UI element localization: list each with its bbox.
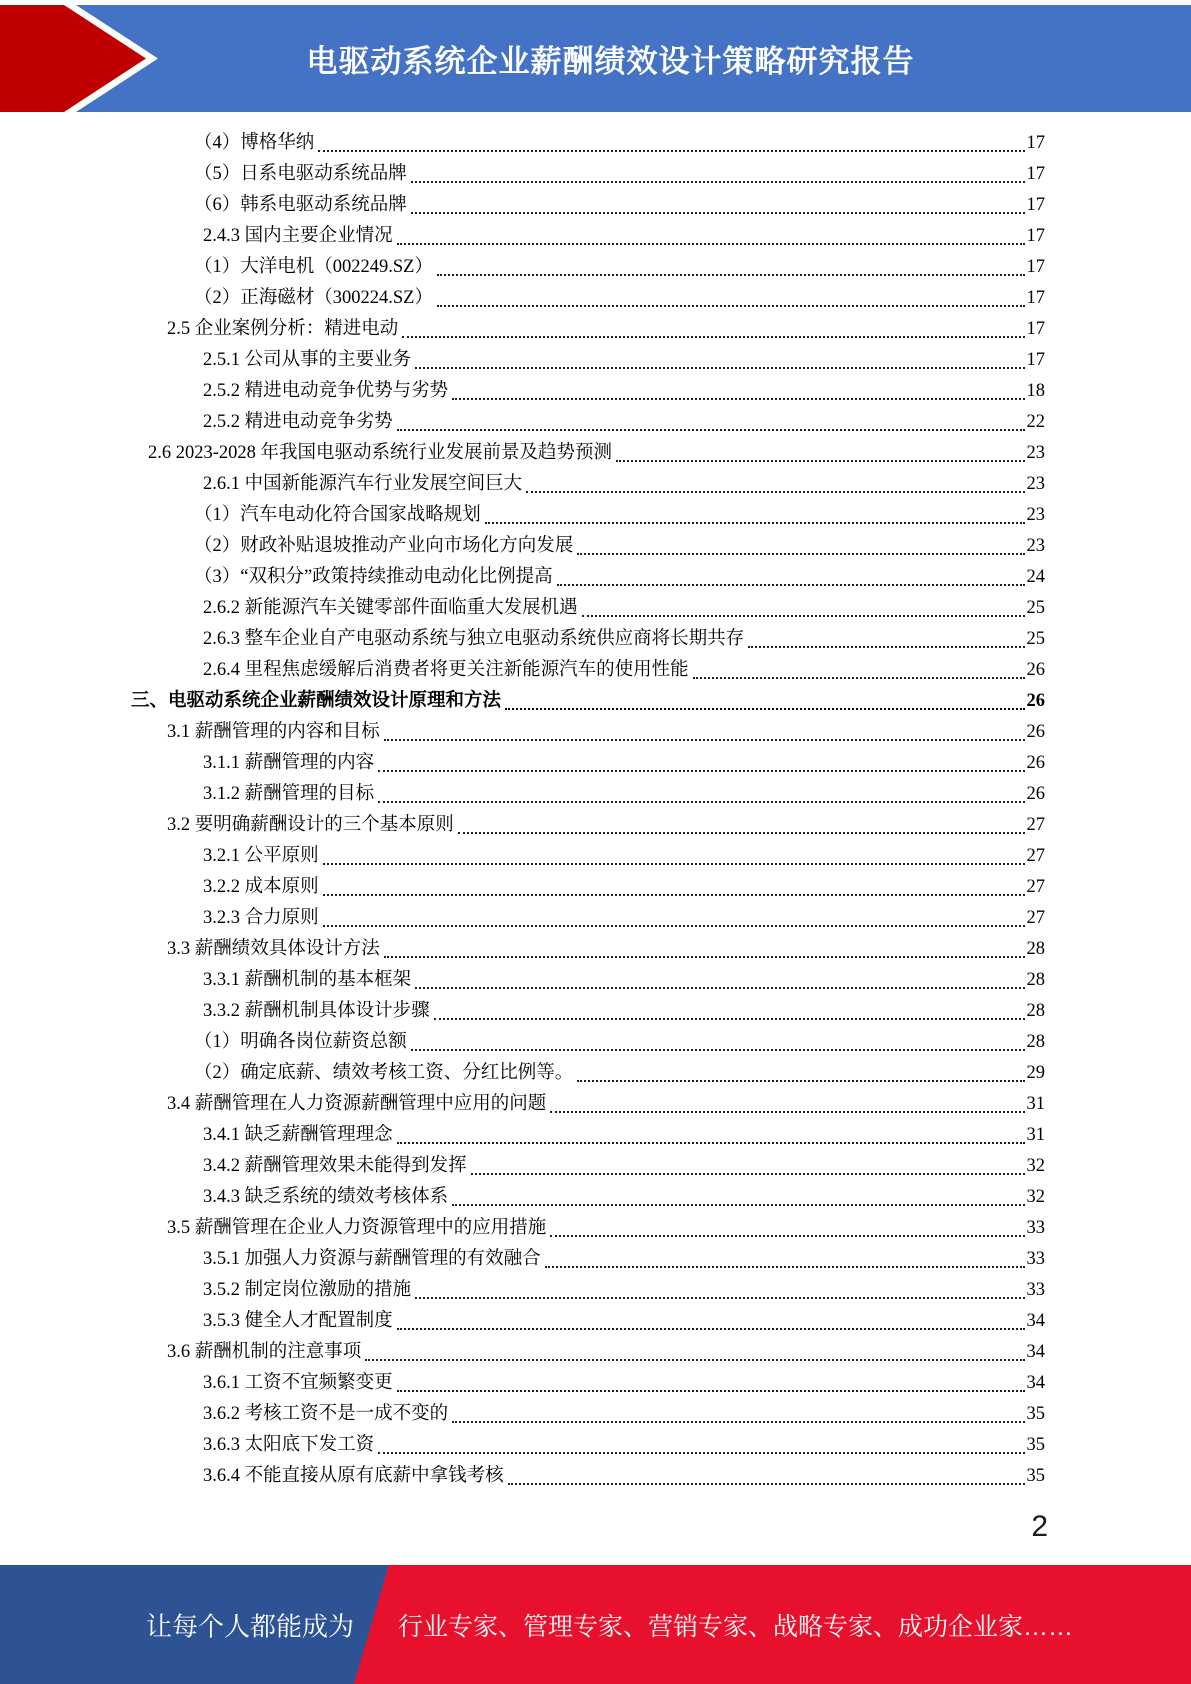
toc-dot-leader [408, 159, 1026, 190]
toc-entry[interactable] [131, 1430, 1045, 1461]
toc-dot-leader [362, 1337, 1025, 1368]
toc-entry[interactable] [131, 562, 1045, 593]
toc-entry-page: 23 [1026, 536, 1045, 556]
toc-entry-label: 3.5.2 制定岗位激励的措施 [203, 1280, 412, 1300]
toc-entry[interactable] [131, 655, 1045, 686]
footer-right-text: 行业专家、管理专家、营销专家、战略专家、成功企业家…… [398, 1612, 1074, 1641]
toc-entry-label: （2）确定底薪、绩效考核工资、分红比例等。 [194, 1063, 574, 1083]
toc-entry-label: 3.3 薪酬绩效具体设计方法 [167, 939, 380, 959]
toc-entry[interactable] [131, 159, 1045, 190]
toc-entry-label: 3.2 要明确薪酬设计的三个基本原则 [167, 815, 454, 835]
toc-entry-page: 27 [1026, 877, 1045, 897]
toc-entry-label: 2.5.2 精进电动竞争劣势 [203, 412, 393, 432]
toc-entry-label: 3.6 薪酬机制的注意事项 [167, 1342, 362, 1362]
toc-dot-leader [394, 407, 1026, 438]
header-band [0, 5, 1191, 112]
toc-entry-page: 28 [1026, 1001, 1045, 1021]
toc-entry-label: 3.4.3 缺乏系统的绩效考核体系 [203, 1187, 449, 1207]
toc-dot-leader [455, 810, 1026, 841]
toc-entry-page: 34 [1026, 1373, 1045, 1393]
toc-entry[interactable] [131, 407, 1045, 438]
toc-entry-label: 3.5.1 加强人力资源与薪酬管理的有效融合 [203, 1249, 541, 1269]
toc-entry-label: 3.2.1 公平原则 [203, 846, 319, 866]
toc-entry[interactable] [131, 593, 1045, 624]
toc-entry-page: 33 [1026, 1218, 1045, 1238]
toc-entry[interactable] [131, 469, 1045, 500]
toc-entry-label: 2.6.1 中国新能源汽车行业发展空间巨大 [203, 474, 523, 494]
toc-dot-leader [394, 1368, 1026, 1399]
toc-dot-leader [320, 903, 1026, 934]
toc-entry-label: （1）明确各岗位薪资总额 [194, 1032, 407, 1052]
toc-dot-leader [408, 190, 1026, 221]
toc-entry-page: 33 [1026, 1280, 1045, 1300]
toc-entry-page: 27 [1026, 815, 1045, 835]
toc-entry-label: （1）汽车电动化符合国家战略规划 [194, 505, 481, 525]
toc-entry-page: 28 [1026, 939, 1045, 959]
toc-dot-leader [579, 593, 1026, 624]
toc-entry-label: 3.2.2 成本原则 [203, 877, 319, 897]
toc-entry-label: 3.5 薪酬管理在企业人力资源管理中的应用措施 [167, 1218, 547, 1238]
toc-entry-page: 35 [1026, 1404, 1045, 1424]
toc-dot-leader [394, 1120, 1026, 1151]
toc-entry[interactable] [131, 1368, 1045, 1399]
toc-entry[interactable] [131, 1120, 1045, 1151]
toc-entry[interactable] [131, 376, 1045, 407]
toc-entry-page: 35 [1026, 1435, 1045, 1455]
toc-entry-page: 17 [1026, 257, 1045, 277]
toc-entry[interactable] [131, 1151, 1045, 1182]
toc-entry-label: 2.5 企业案例分析：精进电动 [167, 319, 399, 339]
footer-left-text: 让每个人都能成为 [145, 1611, 354, 1641]
toc-entry-page: 25 [1026, 598, 1045, 618]
toc-entry-page: 22 [1026, 412, 1045, 432]
toc-entry-page: 17 [1026, 319, 1045, 339]
toc-entry-page: 25 [1026, 629, 1045, 649]
toc-dot-leader [745, 624, 1025, 655]
toc-dot-leader [523, 469, 1025, 500]
toc-dot-leader [574, 1058, 1025, 1089]
toc-dot-leader [431, 996, 1026, 1027]
toc-entry[interactable] [131, 1058, 1045, 1089]
toc-entry-page: 26 [1026, 660, 1045, 680]
toc-entry-label: （1）大洋电机（002249.SZ） [194, 257, 433, 277]
toc-entry-page: 17 [1026, 164, 1045, 184]
toc-entry[interactable] [131, 345, 1045, 376]
toc-entry[interactable] [131, 1089, 1045, 1120]
toc-entry-label: 3.6.1 工资不宜频繁变更 [203, 1373, 393, 1393]
toc-entry[interactable] [131, 779, 1045, 810]
toc-dot-leader [542, 1244, 1026, 1275]
toc-entry[interactable] [131, 903, 1045, 934]
toc-entry-page: 23 [1026, 474, 1045, 494]
toc-entry[interactable] [131, 190, 1045, 221]
toc-dot-leader [320, 872, 1026, 903]
toc-dot-leader [505, 1461, 1026, 1492]
toc-dot-leader [381, 717, 1026, 748]
toc-entry-page: 23 [1026, 443, 1045, 463]
toc-entry-label: （5）日系电驱动系统品牌 [194, 164, 407, 184]
toc-entry-label: 3.4.1 缺乏薪酬管理理念 [203, 1125, 393, 1145]
toc-entry[interactable] [131, 717, 1045, 748]
toc-dot-leader [449, 1182, 1025, 1213]
toc-entry-page: 26 [1026, 722, 1045, 742]
toc-entry[interactable] [131, 531, 1045, 562]
toc-entry-page: 17 [1026, 226, 1045, 246]
toc-entry-page: 26 [1026, 753, 1045, 773]
toc-entry-label: 3.1.1 薪酬管理的内容 [203, 753, 375, 773]
toc-entry[interactable] [131, 314, 1045, 345]
toc-dot-leader [547, 1213, 1025, 1244]
toc-entry[interactable] [131, 283, 1045, 314]
toc-dot-leader [394, 1306, 1026, 1337]
toc-dot-leader [613, 438, 1025, 469]
toc-entry[interactable] [131, 624, 1045, 655]
toc-entry[interactable] [131, 872, 1045, 903]
toc-entry-label: 3.6.3 太阳底下发工资 [203, 1435, 375, 1455]
toc-entry-label: 3.3.2 薪酬机制具体设计步骤 [203, 1001, 430, 1021]
toc-entry-label: 2.4.3 国内主要企业情况 [203, 226, 393, 246]
toc-entry-page: 31 [1026, 1094, 1045, 1114]
toc-entry-page: 28 [1026, 1032, 1045, 1052]
toc-entry-label: 3.6.2 考核工资不是一成不变的 [203, 1404, 449, 1424]
toc-dot-leader [449, 376, 1025, 407]
toc-dot-leader [554, 562, 1026, 593]
toc-entry[interactable] [131, 686, 1045, 717]
toc-dot-leader [412, 1275, 1025, 1306]
toc-entry-page: 31 [1026, 1125, 1045, 1145]
toc-entry[interactable] [131, 810, 1045, 841]
toc-dot-leader [434, 252, 1026, 283]
toc-entry[interactable] [131, 128, 1045, 159]
toc-entry-label: （3）“双积分”政策持续推动电动化比例提高 [194, 567, 553, 587]
toc-entry-label: 3.5.3 健全人才配置制度 [203, 1311, 393, 1331]
toc-dot-leader [690, 655, 1026, 686]
header-arrow-icon [0, 5, 170, 112]
toc-dot-leader [412, 965, 1025, 996]
toc-entry[interactable] [131, 252, 1045, 283]
toc-entry-label: 2.6.3 整车企业自产电驱动系统与独立电驱动系统供应商将长期共存 [203, 629, 745, 649]
toc-entry[interactable] [131, 1306, 1045, 1337]
toc-entry-page: 24 [1026, 567, 1045, 587]
toc-entry-label: （2）正海磁材（300224.SZ） [194, 288, 433, 308]
toc-entry-label: 3.3.1 薪酬机制的基本框架 [203, 970, 412, 990]
toc-entry-label: 2.5.2 精进电动竞争优势与劣势 [203, 381, 449, 401]
toc-entry-page: 33 [1026, 1249, 1045, 1269]
toc-dot-leader [482, 500, 1026, 531]
toc-entry-label: （4）博格华纳 [194, 133, 315, 153]
toc-entry-page: 32 [1026, 1156, 1045, 1176]
toc-entry[interactable] [131, 996, 1045, 1027]
toc-entry-label: （2）财政补贴退坡推动产业向市场化方向发展 [194, 536, 574, 556]
toc-dot-leader [412, 345, 1025, 376]
toc-entry-label: 2.6.2 新能源汽车关键零部件面临重大发展机遇 [203, 598, 578, 618]
toc-entry[interactable] [131, 965, 1045, 996]
toc-entry-page: 27 [1026, 846, 1045, 866]
toc-entry[interactable] [131, 934, 1045, 965]
toc-dot-leader [502, 686, 1025, 717]
toc-entry-page: 17 [1026, 288, 1045, 308]
toc-dot-leader [381, 934, 1026, 965]
toc-dot-leader [574, 531, 1025, 562]
toc-entry-label: 3.1.2 薪酬管理的目标 [203, 784, 375, 804]
toc-entry[interactable] [131, 1337, 1045, 1368]
toc-dot-leader [547, 1089, 1025, 1120]
toc-dot-leader [468, 1151, 1026, 1182]
toc-entry[interactable] [131, 438, 1045, 469]
toc-entry-label: 2.6.4 里程焦虑缓解后消费者将更关注新能源汽车的使用性能 [203, 660, 689, 680]
toc-dot-leader [399, 314, 1025, 345]
toc-entry[interactable] [131, 841, 1045, 872]
toc-entry-page: 18 [1026, 381, 1045, 401]
toc-entry-label: 3.2.3 合力原则 [203, 908, 319, 928]
footer [0, 1565, 1191, 1684]
toc-entry[interactable] [131, 1027, 1045, 1058]
toc-entry-page: 34 [1026, 1311, 1045, 1331]
toc-entry-page: 35 [1026, 1466, 1045, 1486]
toc-entry[interactable] [131, 1461, 1045, 1492]
toc-entry-page: 28 [1026, 970, 1045, 990]
toc-dot-leader [315, 128, 1025, 159]
page-title: 电驱动系统企业薪酬绩效设计策略研究报告 [306, 44, 915, 79]
toc-dot-leader [408, 1027, 1026, 1058]
toc-entry[interactable] [131, 1275, 1045, 1306]
toc-entry-page: 26 [1026, 784, 1045, 804]
toc-entry[interactable] [131, 1244, 1045, 1275]
toc-entry[interactable] [131, 1213, 1045, 1244]
toc-entry-label: 2.5.1 公司从事的主要业务 [203, 350, 412, 370]
toc-entry-label: 3.1 薪酬管理的内容和目标 [167, 722, 380, 742]
toc-entry[interactable] [131, 1182, 1045, 1213]
toc-entry[interactable] [131, 221, 1045, 252]
toc-entry-page: 26 [1026, 691, 1045, 711]
toc-entry[interactable] [131, 748, 1045, 779]
toc-dot-leader [375, 748, 1025, 779]
toc-entry-label: 2.6 2023-2028 年我国电驱动系统行业发展前景及趋势预测 [148, 443, 613, 463]
toc-entry-page: 17 [1026, 350, 1045, 370]
toc-dot-leader [375, 1430, 1025, 1461]
toc-entry-page: 17 [1026, 133, 1045, 153]
toc-entry-label: 3.4.2 薪酬管理效果未能得到发挥 [203, 1156, 467, 1176]
toc-entry-page: 32 [1026, 1187, 1045, 1207]
toc-entry[interactable] [131, 1399, 1045, 1430]
toc-entry-label: 3.6.4 不能直接从原有底薪中拿钱考核 [203, 1466, 504, 1486]
toc-dot-leader [449, 1399, 1025, 1430]
toc [131, 128, 1045, 1492]
toc-entry-page: 23 [1026, 505, 1045, 525]
toc-dot-leader [320, 841, 1026, 872]
toc-dot-leader [394, 221, 1026, 252]
toc-entry-label: 三、电驱动系统企业薪酬绩效设计原理和方法 [131, 691, 502, 711]
toc-entry-page: 29 [1026, 1063, 1045, 1083]
toc-dot-leader [375, 779, 1025, 810]
toc-entry-label: 3.4 薪酬管理在人力资源薪酬管理中应用的问题 [167, 1094, 547, 1114]
toc-entry-label: （6）韩系电驱动系统品牌 [194, 195, 407, 215]
toc-entry-page: 34 [1026, 1342, 1045, 1362]
toc-entry-page: 17 [1026, 195, 1045, 215]
toc-entry-page: 27 [1026, 908, 1045, 928]
page-number: 2 [1031, 1510, 1048, 1543]
toc-dot-leader [434, 283, 1026, 314]
toc-entry[interactable] [131, 500, 1045, 531]
